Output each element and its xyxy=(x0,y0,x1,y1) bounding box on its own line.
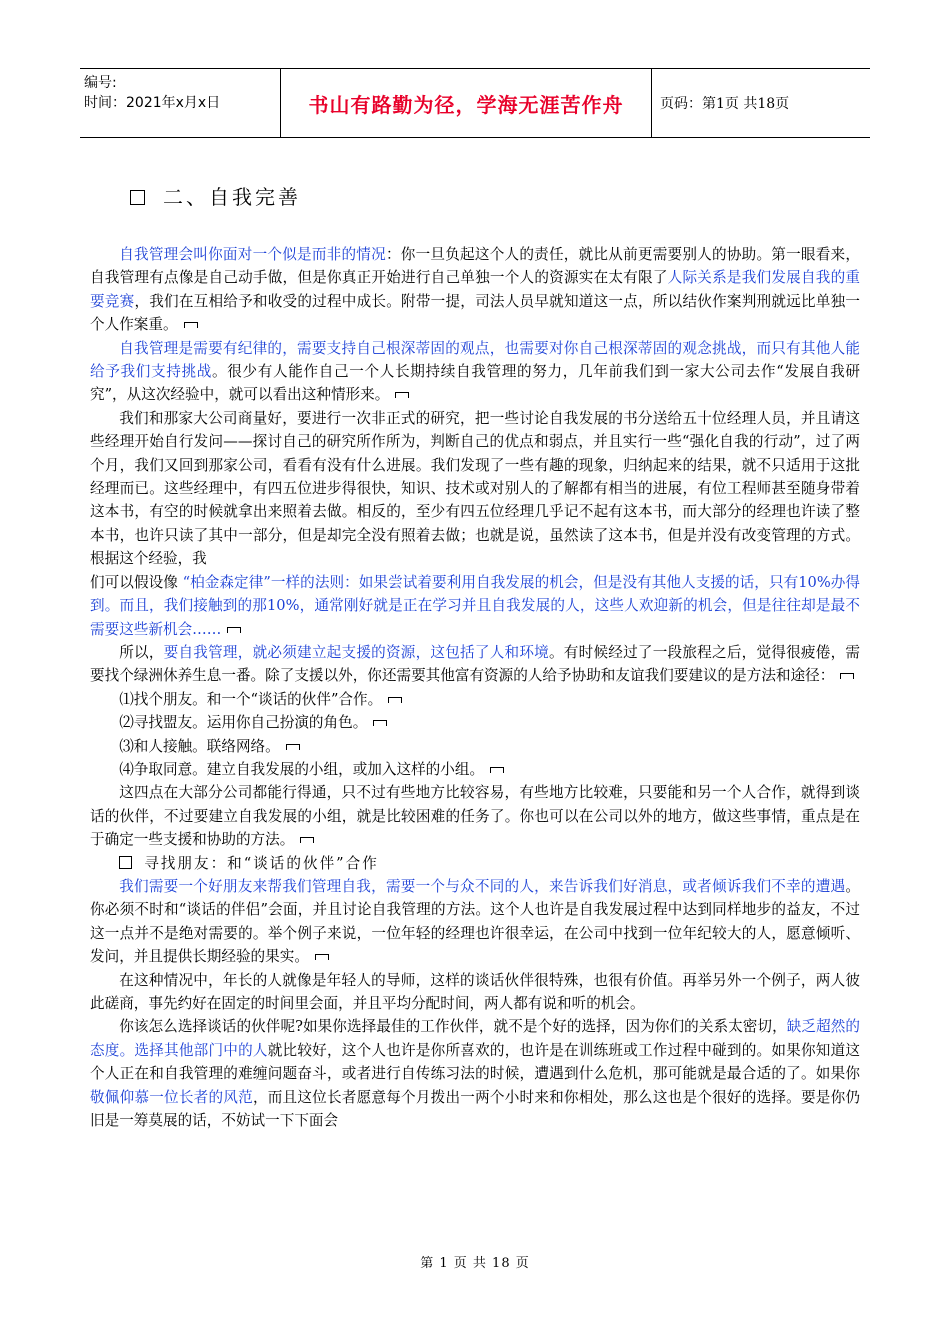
return-mark-icon xyxy=(300,837,314,843)
return-mark-icon xyxy=(373,720,387,726)
page-header xyxy=(80,68,870,138)
checkbox-square-icon xyxy=(119,856,132,869)
paragraph-2: 自我管理是需要有纪律的，需要支持自己根深蒂固的观点，也需要对你自己根深蒂固的观念挑战，而只有其他人能给予我们支持挑战。很少有人能作自己一个人长期持续自我管理的努力，几年前我们到一家大公司去作“发展自我研究”，从这次经验中，就可以看出这种情形来。 xyxy=(90,339,860,404)
return-mark-icon xyxy=(840,673,854,679)
list-item: ⑷争取同意。建立自我发展的小组，或加入这样的小组。 xyxy=(90,758,860,781)
list-item: ⑴找个朋友。和一个“谈话的伙伴”合作。 xyxy=(90,688,860,711)
paragraph-3: 我们和那家大公司商量好，要进行一次非正式的研究，把一些讨论自我发展的书分送给五十位经理人员，并且请这些经理开始自行发问——探讨自己的研究所作所为，判断自己的优点和弱点，并且实行一些“强化自我的行动”，过了两个月，我们又回到那家公司，看看有没有什么进展。我们发现了一些有趣的现象，归纳起来的结果，就不只适用于这批经理而已。这些经理中，有四五位进步得很快，知识、技术或对别人的了解都有相当的进展，有位工程师甚至随身带着这本书，有空的时候就拿出来照着去做。相反的，至少有四五位经理几乎记不起有这本书，而大部分的经理也许读了整本书，也许只读了其中一部分，但是却完全没有照着去做；也就是说，虽然读了这本书，但是并没有改变管理的方式。根据这个经验，我 xyxy=(90,409,860,568)
return-mark-icon xyxy=(184,322,198,328)
header-page-info: 页码：第1页 共18页 xyxy=(660,96,790,112)
return-mark-icon xyxy=(286,744,300,750)
number-label: 编号: xyxy=(84,75,117,91)
document-body xyxy=(90,243,860,1132)
time-label: 时间：2021年x月x日 xyxy=(84,95,221,111)
paragraph-9: 你该怎么选择谈话的伙伴呢?如果你选择最佳的工作伙伴，就不是个好的选择，因为你们的关系太密切，缺乏超然的态度。选择其他部门中的人就比较好，这个人也许是你所喜欢的，也许是在训练班或工作过程中碰到的。如果你知道这个人正在和自我管理的难缠问题奋斗，或者进行自传练习法的时候，遭遇到什么危机，那可能就是最合适的了。如果你敬佩仰慕一位长者的风范，而且这位长者愿意每个月拨出一两个小时来和你相处，那么这也是个很好的选择。要是你仍旧是一筹莫展的话，不妨试一下下面会 xyxy=(90,1018,860,1130)
header-left xyxy=(80,69,280,137)
paragraph-1: 自我管理会叫你面对一个似是而非的情况：你一旦负起这个人的责任，就比从前更需要别人的协助。第一眼看来，自我管理有点像是自己动手做，但是你真正开始进行自己单独一个人的资源实在太有限了人际关系是我们发展自我的重要竞赛，我们在互相给予和收受的过程中成长。附带一提，司法人员早就知道这一点，所以结伙作案判刑就远比单独一个人作案重。 xyxy=(90,246,860,334)
return-mark-icon xyxy=(227,627,241,633)
subsection-heading: 寻找朋友：和“谈话的伙伴”合作 xyxy=(90,852,860,875)
paragraph-6: 这四点在大部分公司都能行得通，只不过有些地方比较容易，有些地方比较难，只要能和另一个人合作，就得到谈话的伙伴，不过要建立自我发展的小组，就是比较困难的任务了。你也可以在公司以外的地方，做这些事情，重点是在于确定一些支援和协助的方法。 xyxy=(90,784,860,849)
return-mark-icon xyxy=(490,767,504,773)
return-mark-icon xyxy=(395,392,409,398)
paragraph-4: 们可以假设像 “柏金森定律”一样的法则：如果尝试着要利用自我发展的机会，但是没有其他人支援的话，只有10%办得到。而且，我们接触到的那10%，通常刚好就是正在学习并且自我发展的人，这些人欢迎新的机会，但是往往却是最不需要这些新机会…… xyxy=(90,573,860,638)
list-item: ⑶和人接触。联络网络。 xyxy=(90,735,860,758)
page-footer: 第 1 页 共 18 页 xyxy=(420,1256,530,1271)
paragraph-5: 所以，要自我管理，就必须建立起支援的资源，这包括了人和环境。有时候经过了一段旅程之后，觉得很疲倦，需要找个绿洲休养生息一番。除了支援以外，你还需要其他富有资源的人给予协助和友谊我们要建议的是方法和途径： xyxy=(90,643,860,685)
header-motto: 书山有路勤为径，学海无涯苦作舟 xyxy=(280,69,652,137)
paragraph-8: 在这种情况中，年长的人就像是年轻人的导师，这样的谈话伙伴很特殊，也很有价值。再举另外一个例子，两人彼此磋商，事先约好在固定的时间里会面，并且平均分配时间，两人都有说和听的机会。 xyxy=(90,971,860,1012)
list-item: ⑵寻找盟友。运用你自己扮演的角色。 xyxy=(90,711,860,734)
return-mark-icon xyxy=(315,954,329,960)
return-mark-icon xyxy=(388,697,402,703)
checkbox-square-icon xyxy=(130,190,145,205)
paragraph-7: 我们需要一个好朋友来帮我们管理自我，需要一个与众不同的人，来告诉我们好消息，或者倾诉我们不幸的遭遇。你必须不时和“谈话的伴侣”会面，并且讨论自我管理的方法。这个人也许是自我发展过程中达到同样地步的益友，不过这一点并不是绝对需要的。举个例子来说，一位年轻的经理也许很幸运，在公司中找到一位年纪较大的人，愿意倾听、发问，并且提供长期经验的果实。 xyxy=(90,877,860,966)
section-title: 二、自我完善 xyxy=(130,181,301,210)
